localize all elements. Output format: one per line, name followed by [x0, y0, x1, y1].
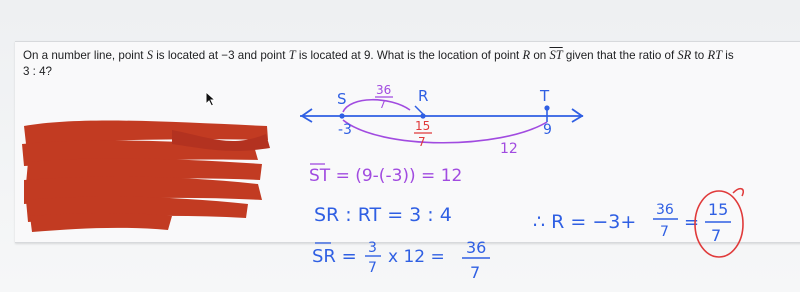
label-S: S	[337, 90, 347, 108]
eq-SR-mid: x 12 =	[388, 247, 445, 267]
eq-ST: ST = (9-(-3)) = 12	[309, 166, 463, 186]
eq-SR-res-num: 36	[466, 238, 487, 257]
tick-9: 9	[543, 122, 552, 138]
result-eq: =	[684, 212, 700, 233]
top-frac-den: 7	[379, 98, 386, 111]
result-prefix: ∴ R = −3+	[533, 211, 637, 233]
top-frac-num: 36	[376, 83, 392, 97]
eq-SR-frac-num: 3	[368, 240, 377, 256]
arc-S-to-R	[343, 100, 410, 112]
result-den: 7	[711, 226, 722, 245]
result-frac-num: 36	[656, 202, 674, 218]
tick-neg3: -3	[338, 122, 352, 138]
result-num: 15	[708, 200, 729, 219]
tick-R-num: 15	[415, 119, 431, 133]
result-frac-den: 7	[660, 224, 669, 240]
eq-SR-res-den: 7	[470, 263, 481, 282]
arc-S-to-T	[343, 120, 547, 143]
eq-ratio: SR : RT = 3 : 4	[314, 204, 452, 226]
label-T: T	[540, 87, 550, 105]
eq-SR-left: SR =	[312, 246, 357, 267]
tick-R-den: 7	[418, 135, 426, 149]
arc-label-12: 12	[500, 141, 518, 157]
label-R: R	[418, 87, 429, 105]
eq-SR-frac-den: 7	[368, 260, 377, 276]
question-text: On a number line, point S is located at −3 and point T is located at 9. What is the location of point R on $\overline{ST}$ given that the ratio of SR to RT is 3 : 4?	[23, 48, 734, 78]
point-S	[339, 113, 344, 118]
